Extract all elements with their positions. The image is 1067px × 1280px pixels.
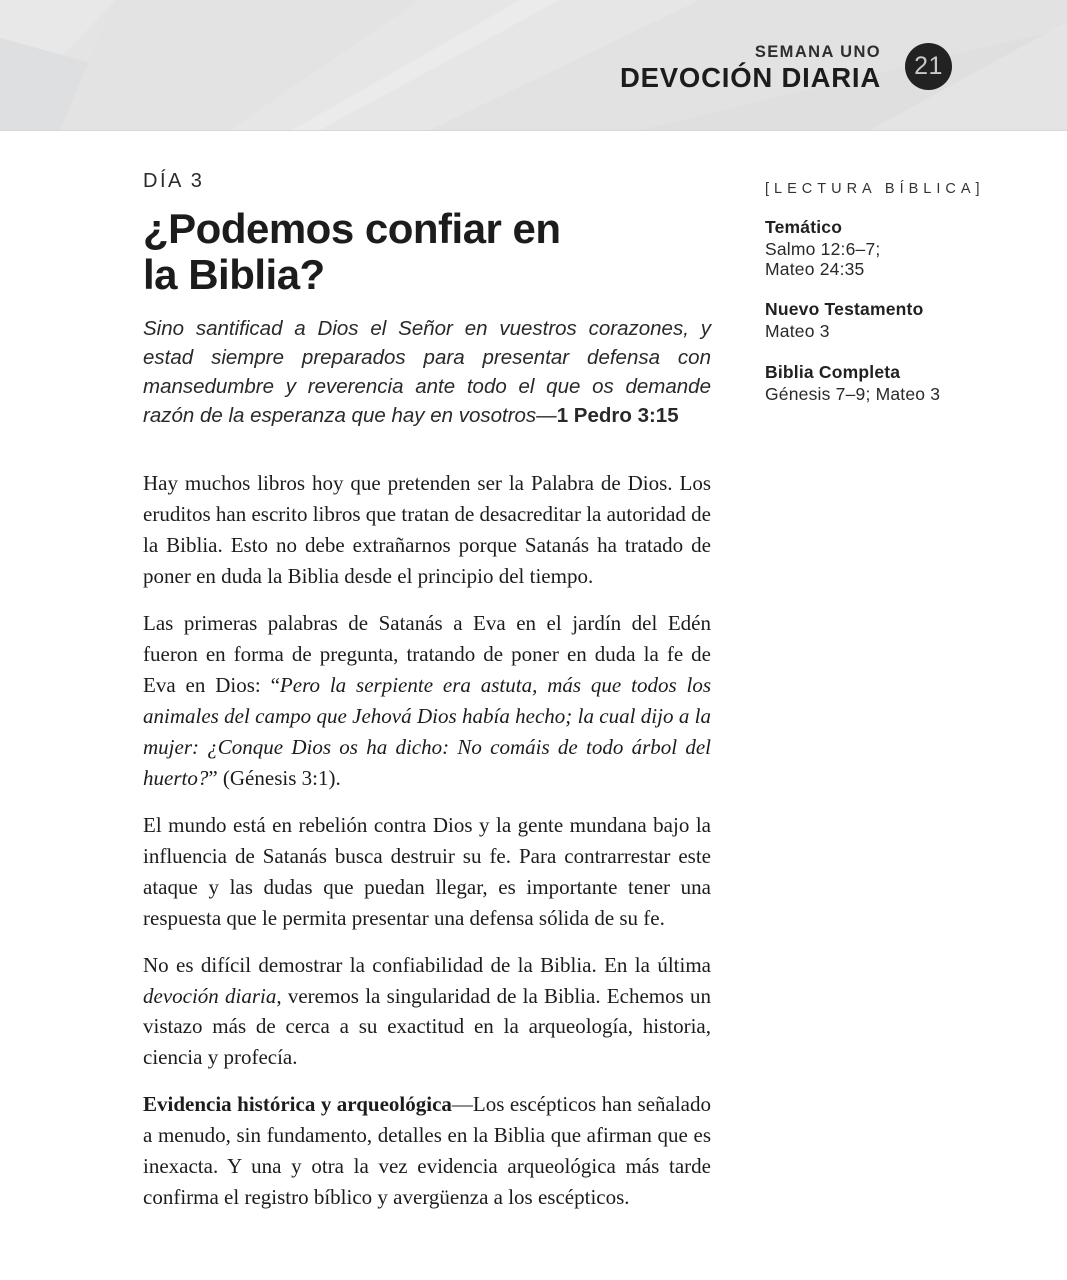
body-text <box>143 468 711 1213</box>
article-title <box>143 206 711 298</box>
reading-sidebar <box>765 181 985 405</box>
body-paragraph-1: Hay muchos libros hoy que pretenden ser la Palabra de Dios. Los eruditos han escrito libros que tratan de desacreditar la autoridad de la Biblia. Esto no debe extrañarnos porque Satanás ha tratado de poner en duda la Biblia desde el principio del tiempo. <box>143 470 711 588</box>
day-label: DÍA 3 <box>143 170 205 192</box>
header-section-title: DEVOCIÓN DIARIA <box>619 61 881 93</box>
reading-reference: Salmo 12:6–7; <box>765 239 881 260</box>
article-title-line2: la Biblia? <box>143 250 325 298</box>
body-paragraph-5: Evidencia histórica y arqueológica—Los escépticos han señalado a menudo, sin fundamento, detalles en la Biblia que afirman que es inexacta. Y una y otra la vez evidencia arqueológica más tarde confirma el registro bíblico y avergüenza a los escépticos. <box>143 1092 711 1210</box>
article-column <box>143 170 711 1229</box>
reading-section-biblia-completa <box>765 362 985 405</box>
reading-reference: Génesis 7–9; Mateo 3 <box>765 384 941 405</box>
reading-section-label: Biblia Completa <box>765 362 901 383</box>
sidebar-heading: [LECTURA BÍBLICA] <box>765 181 985 197</box>
page-number: 21 <box>914 52 943 80</box>
header-week-label: SEMANA UNO <box>754 43 881 61</box>
reading-reference: Mateo 24:35 <box>765 258 865 279</box>
body-paragraph-3: El mundo está en rebelión contra Dios y la gente mundana bajo la influencia de Satanás busca destruir su fe. Para contrarrestar este ataque y las dudas que puedan llegar, es importante tener una respuesta que le permita presentar una defensa sólida de su fe. <box>143 812 711 930</box>
article-title-line1: ¿Podemos confiar en <box>143 205 561 252</box>
page-header <box>0 0 1067 131</box>
reading-section-tematico <box>765 217 985 279</box>
reading-reference: Mateo 3 <box>765 321 830 342</box>
reading-section-nuevo-testamento <box>765 299 985 342</box>
reading-section-label: Nuevo Testamento <box>765 299 924 320</box>
header-text-block <box>620 44 881 91</box>
page-number-badge <box>905 43 952 90</box>
body-paragraph-2: Las primeras palabras de Satanás a Eva en el jardín del Edén fueron en forma de pregunta, tratando de poner en duda la fe de Eva en Dios: “Pero la serpiente era astuta, más que todos los animales del campo que Jehová Dios había hecho; la cual dijo a la mujer: ¿Conque Dios os ha dicho: No comáis de todo árbol del huerto?” (Génesis 3:1). <box>143 610 712 790</box>
body-paragraph-4: No es difícil demostrar la confiabilidad de la Biblia. En la última devoción diaria, veremos la singularidad de la Biblia. Echemos un vistazo más de cerca a su exactitud en la arqueología, historia, ciencia y profecía. <box>143 952 711 1070</box>
scripture-epigraph: Sino santificad a Dios el Señor en vuestros corazones, y estad siempre preparados para presentar defensa con mansedumbre y reverencia ante todo el que os demande razón de la esperanza que hay en vosotros—1 Pedro 3:15 <box>143 316 711 427</box>
reading-section-label: Temático <box>765 217 843 237</box>
